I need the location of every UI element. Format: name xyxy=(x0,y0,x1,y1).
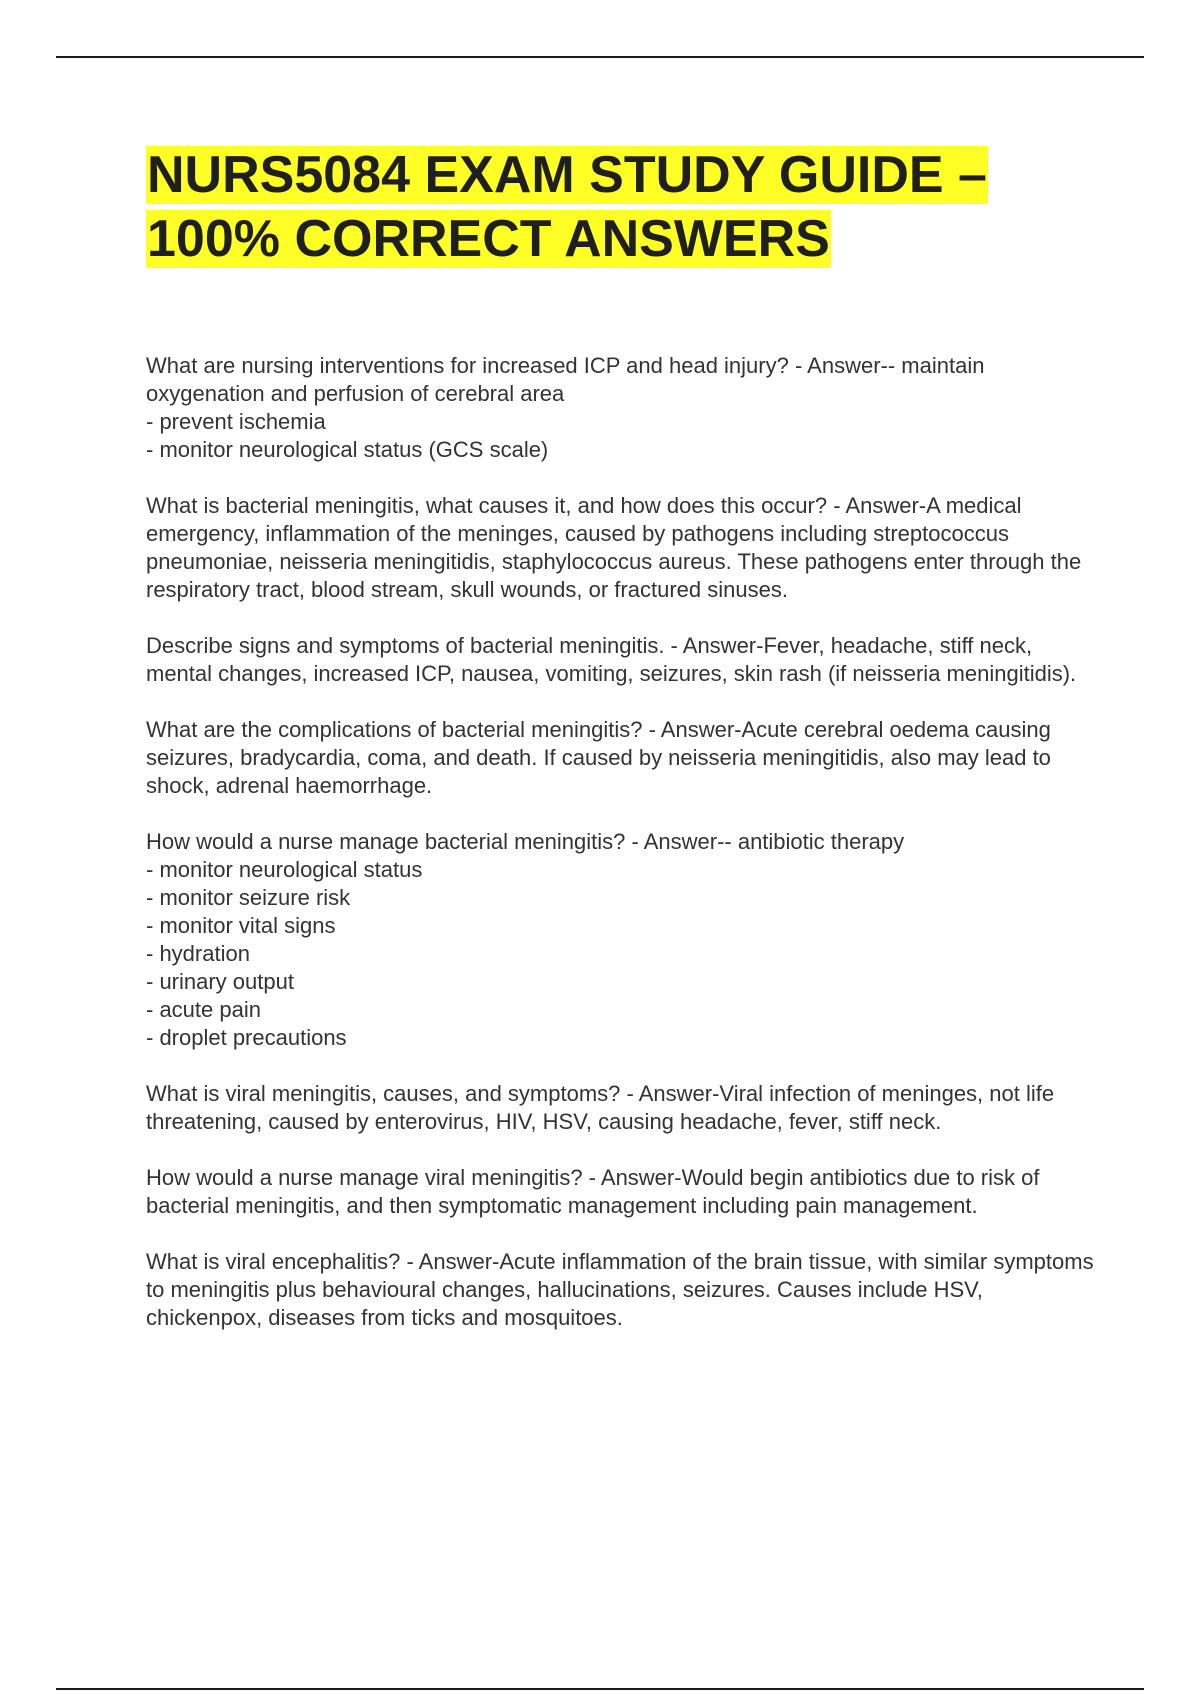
qa-text: What is viral encephalitis? - Answer-Acute inflammation of the brain tissue, with similar symptoms to meningitis plus behavioural changes, hallucinations, seizures. Causes include HSV, chickenpox, diseases from ticks and mosquitoes. xyxy=(146,1249,1094,1330)
title-highlight xyxy=(146,146,988,268)
qa-bullet: - hydration xyxy=(146,941,250,966)
title-line-2: 100% CORRECT ANSWERS xyxy=(147,210,830,268)
qa-item xyxy=(146,492,1096,604)
qa-bullet: - monitor seizure risk xyxy=(146,885,351,910)
qa-text: What are nursing interventions for increased ICP and head injury? - Answer-- maintain oxygenation and perfusion of cerebral area xyxy=(146,353,985,406)
qa-item xyxy=(146,352,1096,464)
document-title xyxy=(146,143,1076,271)
qa-text: How would a nurse manage viral meningitis? - Answer-Would begin antibiotics due to risk of bacterial meningitis, and then symptomatic management including pain management. xyxy=(146,1165,1040,1218)
qa-item xyxy=(146,1164,1096,1220)
qa-item xyxy=(146,1248,1096,1332)
qa-bullet: - acute pain xyxy=(146,997,261,1022)
qa-item xyxy=(146,716,1096,800)
qa-bullet: - urinary output xyxy=(146,969,294,994)
qa-item xyxy=(146,828,1096,1052)
qa-bullet: - monitor vital signs xyxy=(146,913,336,938)
qa-item xyxy=(146,1080,1096,1136)
qa-item xyxy=(146,632,1096,688)
study-guide-content xyxy=(146,352,1096,1360)
qa-text: What is viral meningitis, causes, and symptoms? - Answer-Viral infection of meninges, not life threatening, caused by enterovirus, HIV, HSV, causing headache, fever, stiff neck. xyxy=(146,1081,1055,1134)
qa-text: How would a nurse manage bacterial meningitis? - Answer-- antibiotic therapy xyxy=(146,829,905,854)
title-line-1: NURS5084 EXAM STUDY GUIDE – xyxy=(147,146,987,204)
qa-text: What is bacterial meningitis, what causes it, and how does this occur? - Answer-A medical emergency, inflammation of the meninges, caused by pathogens including streptococcus pneumoniae, neisseria meningitidis, staphylococcus aureus. These pathogens enter through the respiratory tract, blood stream, skull wounds, or fractured sinuses. xyxy=(146,493,1082,602)
header-rule xyxy=(56,56,1144,58)
qa-bullet: - prevent ischemia xyxy=(146,409,326,434)
footer-rule xyxy=(56,1688,1144,1690)
qa-text: Describe signs and symptoms of bacterial meningitis. - Answer-Fever, headache, stiff neck, mental changes, increased ICP, nausea, vomiting, seizures, skin rash (if neisseria meningitidis). xyxy=(146,633,1077,686)
qa-bullet: - droplet precautions xyxy=(146,1025,347,1050)
qa-bullet: - monitor neurological status xyxy=(146,857,423,882)
qa-bullet: - monitor neurological status (GCS scale) xyxy=(146,437,549,462)
qa-text: What are the complications of bacterial meningitis? - Answer-Acute cerebral oedema causing seizures, bradycardia, coma, and death. If caused by neisseria meningitidis, also may lead to shock, adrenal haemorrhage. xyxy=(146,717,1051,798)
